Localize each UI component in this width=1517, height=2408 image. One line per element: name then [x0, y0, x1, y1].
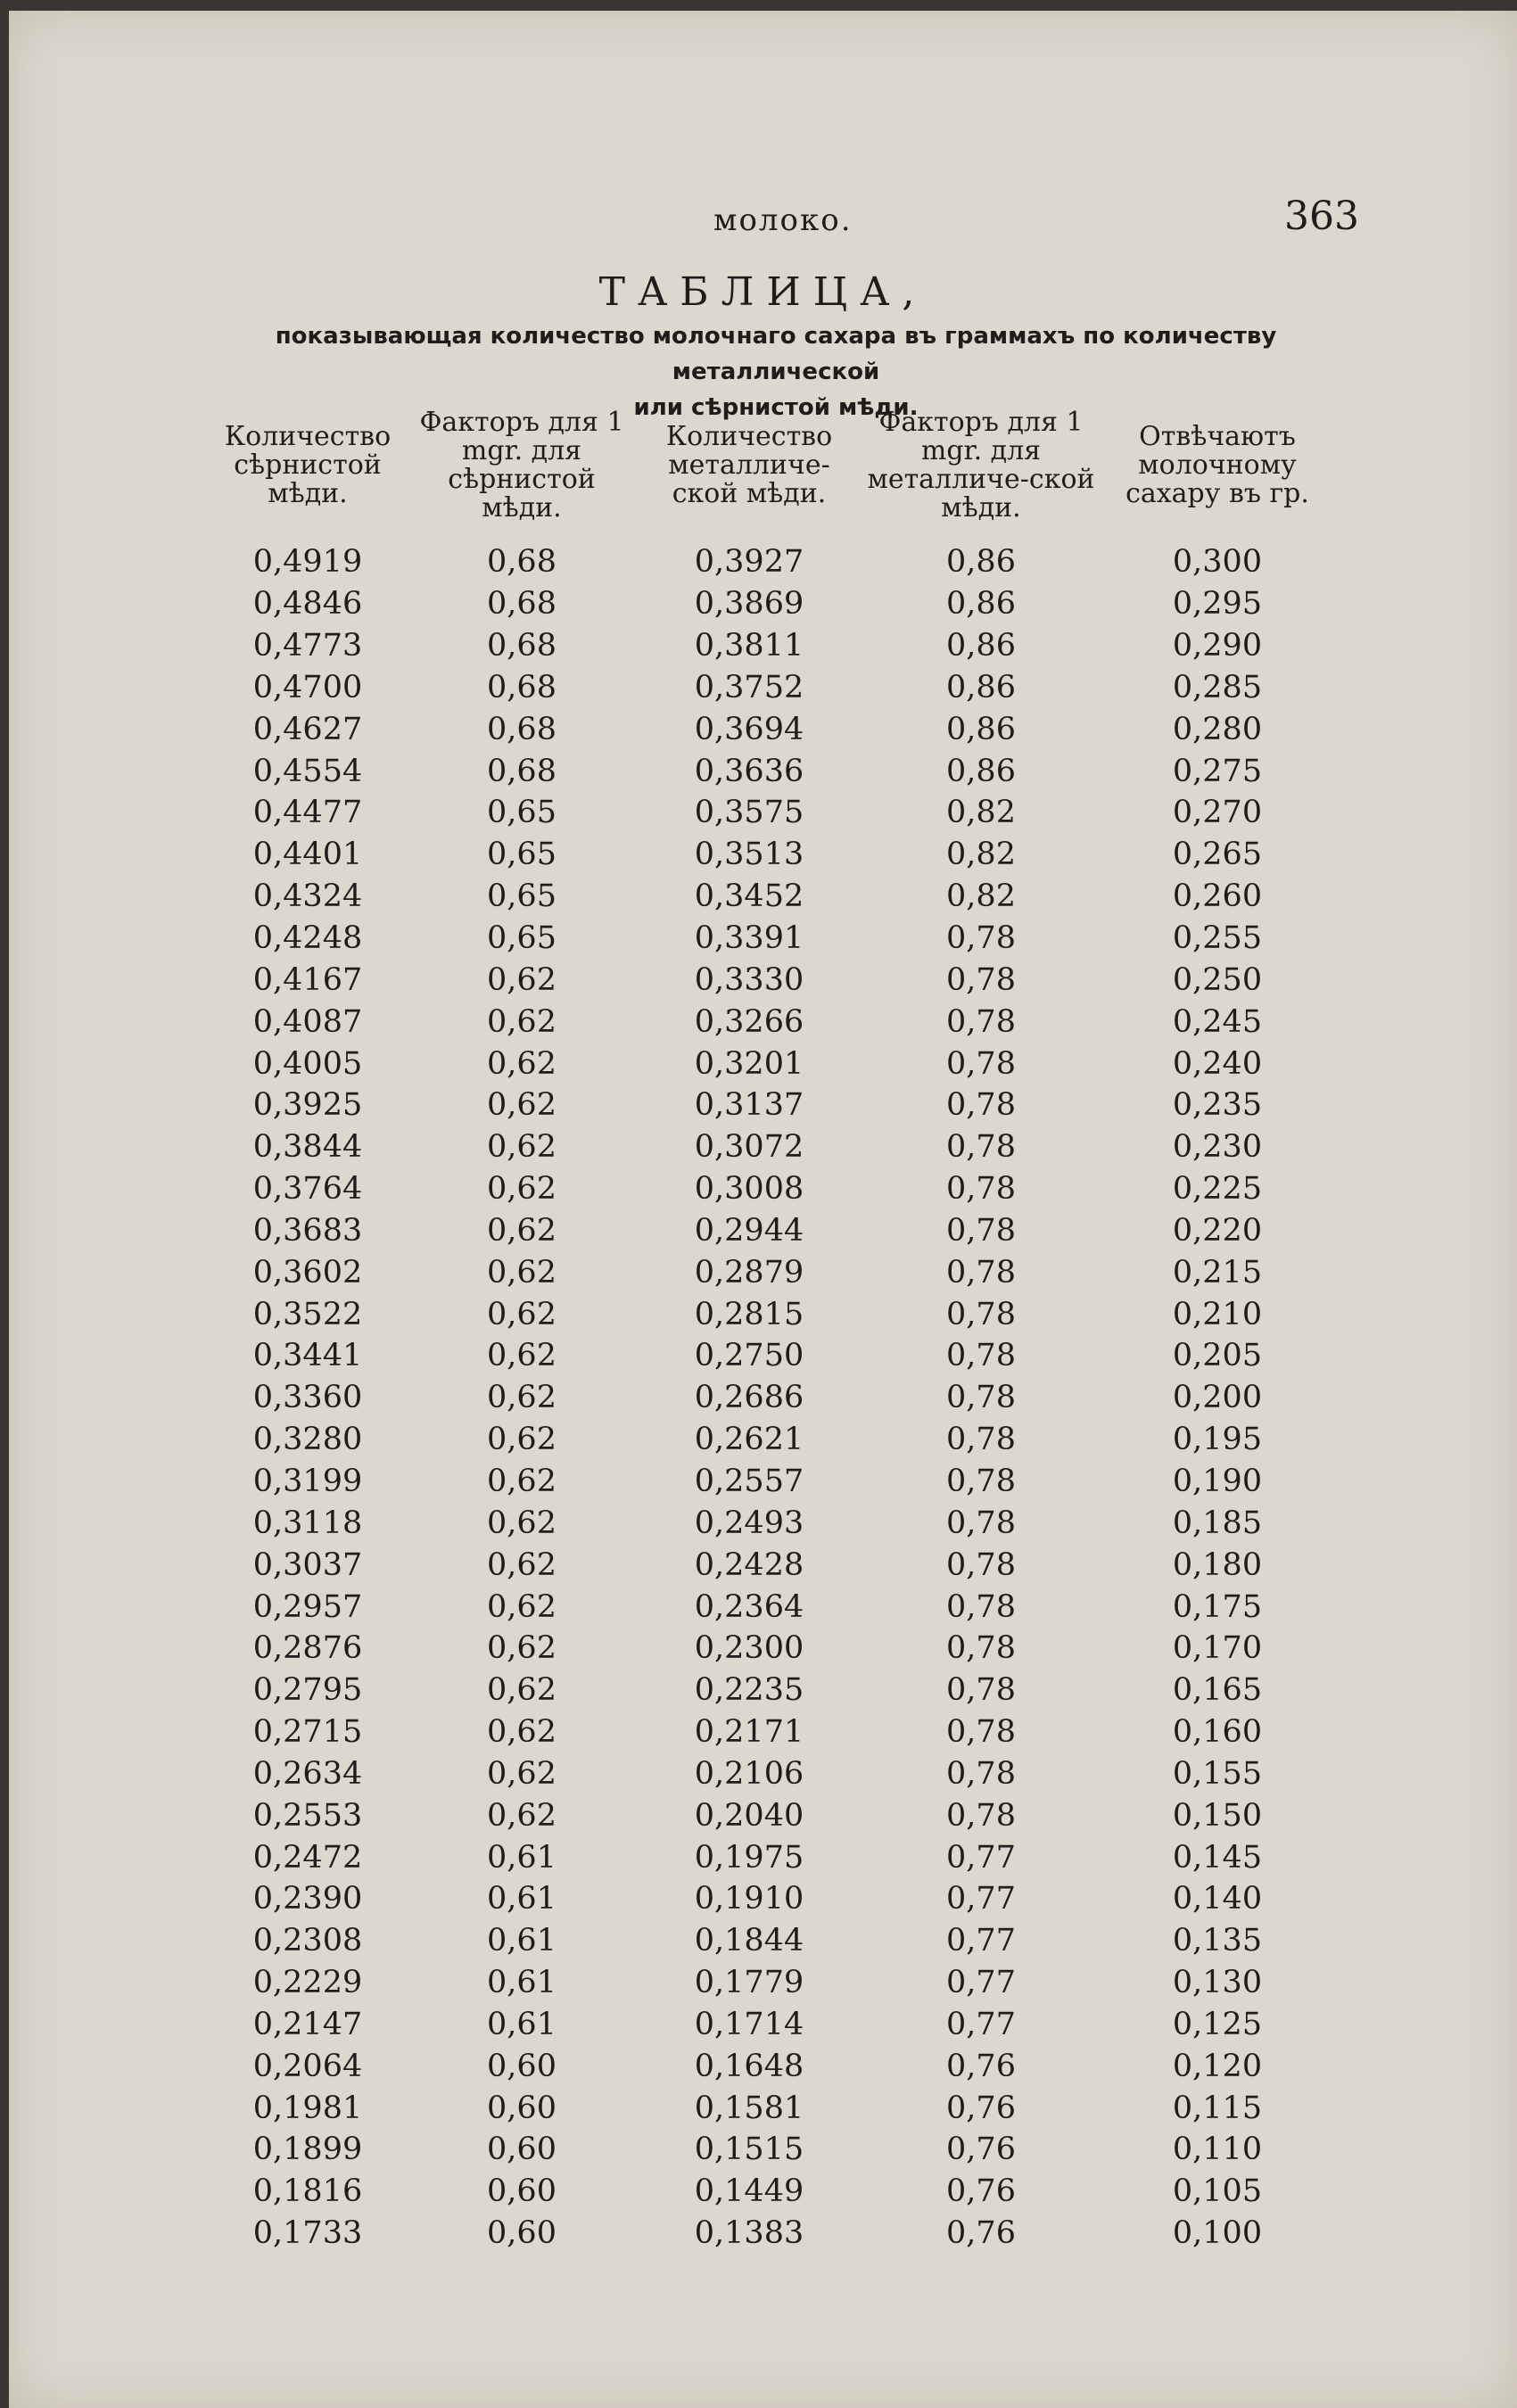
table-row: [210, 2129, 1333, 2171]
cell-sulfide-factor: 0,68: [487, 544, 557, 581]
cell-sulfide-factor: 0,62: [487, 1505, 557, 1541]
cell-sulfide-factor: 0,61: [487, 1965, 557, 2001]
cell-metallic-factor: 0,82: [946, 837, 1016, 873]
cell-metallic-copper: 0,2428: [694, 1546, 804, 1583]
table-row: [210, 1293, 1333, 1335]
cell-sulfide-copper: 0,1981: [252, 2090, 363, 2126]
cell-sulfide-copper: 0,3199: [252, 1463, 363, 1499]
table-row: [210, 1794, 1333, 1836]
cell-metallic-copper: 0,3330: [694, 961, 804, 998]
cell-milk-sugar: 0,115: [1172, 2090, 1263, 2126]
cell-sulfide-factor: 0,61: [487, 2006, 557, 2042]
cell-sulfide-factor: 0,65: [487, 795, 557, 831]
cell-sulfide-factor: 0,60: [487, 2173, 557, 2210]
cell-milk-sugar: 0,250: [1172, 961, 1263, 998]
cell-metallic-factor: 0,78: [946, 1630, 1016, 1667]
cell-milk-sugar: 0,100: [1172, 2215, 1263, 2252]
cell-sulfide-factor: 0,62: [487, 1045, 557, 1082]
cell-sulfide-factor: 0,62: [487, 1338, 557, 1374]
column-header-metallic-copper: Количество металличе-ской мѣди.: [665, 421, 833, 509]
cell-sulfide-copper: 0,4005: [252, 1045, 363, 1082]
cell-metallic-copper: 0,1714: [694, 2006, 804, 2042]
cell-metallic-factor: 0,82: [946, 795, 1016, 831]
cell-metallic-factor: 0,77: [946, 1923, 1016, 1959]
table-row: [210, 1544, 1333, 1586]
cell-sulfide-factor: 0,62: [487, 1588, 557, 1625]
book-page: [9, 11, 1517, 2408]
cell-sulfide-copper: 0,2876: [252, 1630, 363, 1667]
cell-sulfide-copper: 0,4248: [252, 920, 363, 957]
cell-milk-sugar: 0,270: [1172, 795, 1263, 831]
cell-metallic-factor: 0,78: [946, 1755, 1016, 1792]
cell-metallic-factor: 0,86: [946, 544, 1016, 581]
cell-metallic-factor: 0,86: [946, 669, 1016, 705]
cell-metallic-factor: 0,78: [946, 1463, 1016, 1499]
cell-metallic-copper: 0,3636: [694, 753, 804, 789]
cell-sulfide-copper: 0,3360: [252, 1380, 363, 1416]
table-row: [210, 1419, 1333, 1461]
cell-sulfide-factor: 0,62: [487, 1714, 557, 1751]
cell-metallic-factor: 0,78: [946, 1296, 1016, 1332]
column-header-metallic-factor: Факторъ для 1 mgr. для металличе-ской мѣди.: [867, 407, 1095, 524]
cell-milk-sugar: 0,190: [1172, 1463, 1263, 1499]
cell-sulfide-copper: 0,4087: [252, 1003, 363, 1040]
cell-metallic-copper: 0,2364: [694, 1588, 804, 1625]
cell-sulfide-copper: 0,2472: [252, 1839, 363, 1876]
table-row: [210, 1711, 1333, 1753]
table-header-row: [210, 390, 1333, 541]
cell-metallic-copper: 0,2879: [694, 1254, 804, 1291]
table-row: [210, 1502, 1333, 1544]
cell-metallic-copper: 0,3752: [694, 669, 804, 705]
cell-metallic-factor: 0,78: [946, 1505, 1016, 1541]
table-row: [210, 1126, 1333, 1168]
cell-sulfide-copper: 0,2390: [252, 1881, 363, 1917]
cell-sulfide-copper: 0,3280: [252, 1422, 363, 1458]
cell-milk-sugar: 0,300: [1172, 544, 1263, 581]
cell-metallic-factor: 0,86: [946, 753, 1016, 789]
cell-sulfide-factor: 0,62: [487, 1546, 557, 1583]
cell-sulfide-copper: 0,3925: [252, 1087, 363, 1124]
cell-sulfide-copper: 0,4627: [252, 711, 363, 747]
cell-metallic-copper: 0,1515: [694, 2132, 804, 2168]
cell-metallic-copper: 0,3575: [694, 795, 804, 831]
cell-metallic-factor: 0,78: [946, 1087, 1016, 1124]
table-row: [210, 541, 1333, 583]
table-row: [210, 2213, 1333, 2255]
cell-sulfide-factor: 0,62: [487, 1797, 557, 1834]
cell-metallic-factor: 0,78: [946, 1422, 1016, 1458]
cell-sulfide-factor: 0,68: [487, 711, 557, 747]
table-row: [210, 2004, 1333, 2046]
column-header-milk-sugar: Отвѣчаютъ молочному сахару въ гр.: [1125, 421, 1309, 509]
table-row: [210, 2171, 1333, 2213]
subtitle-line-1: показывающая количество молочнаго сахара въ граммахъ по количеству металлической: [275, 323, 1277, 385]
cell-sulfide-copper: 0,2634: [252, 1755, 363, 1792]
column-header-sulfide-copper: Количество сѣрнистой мѣди.: [224, 421, 392, 509]
table-row: [210, 1001, 1333, 1043]
cell-milk-sugar: 0,105: [1172, 2173, 1263, 2210]
cell-metallic-copper: 0,2750: [694, 1338, 804, 1374]
cell-metallic-copper: 0,1779: [694, 1965, 804, 2001]
cell-sulfide-copper: 0,2957: [252, 1588, 363, 1625]
cell-metallic-factor: 0,86: [946, 586, 1016, 623]
table-row: [210, 834, 1333, 876]
table-row: [210, 1084, 1333, 1126]
cell-sulfide-factor: 0,68: [487, 669, 557, 705]
cell-sulfide-copper: 0,1899: [252, 2132, 363, 2168]
cell-metallic-factor: 0,76: [946, 2048, 1016, 2084]
cell-milk-sugar: 0,120: [1172, 2048, 1263, 2084]
cell-milk-sugar: 0,110: [1172, 2132, 1263, 2168]
cell-metallic-copper: 0,1844: [694, 1923, 804, 1959]
cell-metallic-copper: 0,1910: [694, 1881, 804, 1917]
cell-sulfide-copper: 0,4324: [252, 878, 363, 915]
cell-sulfide-copper: 0,3602: [252, 1254, 363, 1291]
table-row: [210, 1628, 1333, 1670]
cell-sulfide-factor: 0,68: [487, 753, 557, 789]
cell-metallic-copper: 0,2235: [694, 1672, 804, 1709]
cell-sulfide-copper: 0,1733: [252, 2215, 363, 2252]
cell-metallic-copper: 0,3513: [694, 837, 804, 873]
table-row: [210, 1920, 1333, 1962]
cell-metallic-copper: 0,3201: [694, 1045, 804, 1082]
cell-milk-sugar: 0,255: [1172, 920, 1263, 957]
cell-sulfide-copper: 0,4477: [252, 795, 363, 831]
cell-metallic-factor: 0,78: [946, 1714, 1016, 1751]
table-row: [210, 1670, 1333, 1711]
cell-metallic-copper: 0,1648: [694, 2048, 804, 2084]
cell-milk-sugar: 0,135: [1172, 1923, 1263, 1959]
table-row: [210, 667, 1333, 709]
cell-metallic-factor: 0,78: [946, 1546, 1016, 1583]
cell-sulfide-factor: 0,68: [487, 628, 557, 664]
cell-sulfide-factor: 0,62: [487, 1171, 557, 1208]
table-row: [210, 708, 1333, 750]
cell-sulfide-factor: 0,62: [487, 1672, 557, 1709]
cell-metallic-factor: 0,77: [946, 1881, 1016, 1917]
table-row: [210, 1752, 1333, 1794]
cell-milk-sugar: 0,220: [1172, 1212, 1263, 1249]
cell-milk-sugar: 0,145: [1172, 1839, 1263, 1876]
cell-metallic-factor: 0,78: [946, 1797, 1016, 1834]
cell-sulfide-copper: 0,3522: [252, 1296, 363, 1332]
cell-metallic-copper: 0,3811: [694, 628, 804, 664]
cell-milk-sugar: 0,265: [1172, 837, 1263, 873]
cell-metallic-copper: 0,1449: [694, 2173, 804, 2210]
cell-milk-sugar: 0,210: [1172, 1296, 1263, 1332]
cell-metallic-copper: 0,2040: [694, 1797, 804, 1834]
running-head: молоко.: [713, 202, 853, 238]
cell-sulfide-factor: 0,60: [487, 2215, 557, 2252]
cell-milk-sugar: 0,150: [1172, 1797, 1263, 1834]
cell-sulfide-factor: 0,62: [487, 1212, 557, 1249]
cell-sulfide-factor: 0,62: [487, 961, 557, 998]
cell-milk-sugar: 0,170: [1172, 1630, 1263, 1667]
cell-metallic-copper: 0,2171: [694, 1714, 804, 1751]
cell-sulfide-copper: 0,4846: [252, 586, 363, 623]
cell-sulfide-factor: 0,65: [487, 837, 557, 873]
cell-milk-sugar: 0,175: [1172, 1588, 1263, 1625]
cell-sulfide-factor: 0,61: [487, 1839, 557, 1876]
cell-milk-sugar: 0,140: [1172, 1881, 1263, 1917]
cell-metallic-factor: 0,86: [946, 711, 1016, 747]
cell-milk-sugar: 0,275: [1172, 753, 1263, 789]
sugar-table: [210, 390, 1333, 2255]
page-number: 363: [1284, 194, 1359, 239]
cell-metallic-factor: 0,82: [946, 878, 1016, 915]
subtitle-line-2: или сѣрнистой мѣди.: [633, 394, 919, 421]
cell-milk-sugar: 0,225: [1172, 1171, 1263, 1208]
cell-metallic-copper: 0,2106: [694, 1755, 804, 1792]
cell-sulfide-copper: 0,2308: [252, 1923, 363, 1959]
cell-metallic-factor: 0,78: [946, 1254, 1016, 1291]
cell-metallic-factor: 0,78: [946, 1171, 1016, 1208]
cell-sulfide-copper: 0,4773: [252, 628, 363, 664]
cell-milk-sugar: 0,260: [1172, 878, 1263, 915]
cell-milk-sugar: 0,180: [1172, 1546, 1263, 1583]
cell-sulfide-copper: 0,3037: [252, 1546, 363, 1583]
cell-metallic-copper: 0,3694: [694, 711, 804, 747]
cell-metallic-copper: 0,2686: [694, 1380, 804, 1416]
table-row: [210, 625, 1333, 667]
page-header: [9, 194, 1517, 247]
cell-milk-sugar: 0,240: [1172, 1045, 1263, 1082]
table-row: [210, 792, 1333, 834]
cell-metallic-copper: 0,2300: [694, 1630, 804, 1667]
cell-sulfide-factor: 0,62: [487, 1254, 557, 1291]
cell-sulfide-copper: 0,3764: [252, 1171, 363, 1208]
cell-milk-sugar: 0,200: [1172, 1380, 1263, 1416]
cell-metallic-copper: 0,3391: [694, 920, 804, 957]
cell-metallic-copper: 0,1975: [694, 1839, 804, 1876]
cell-metallic-copper: 0,3927: [694, 544, 804, 581]
cell-sulfide-copper: 0,2229: [252, 1965, 363, 2001]
cell-sulfide-factor: 0,60: [487, 2090, 557, 2126]
cell-sulfide-copper: 0,3844: [252, 1129, 363, 1166]
cell-metallic-copper: 0,3452: [694, 878, 804, 915]
cell-sulfide-factor: 0,62: [487, 1129, 557, 1166]
cell-milk-sugar: 0,195: [1172, 1422, 1263, 1458]
table-row: [210, 750, 1333, 792]
table-row: [210, 2087, 1333, 2129]
table-body: [210, 541, 1333, 2255]
cell-sulfide-factor: 0,65: [487, 878, 557, 915]
table-row: [210, 1377, 1333, 1419]
cell-sulfide-copper: 0,3441: [252, 1338, 363, 1374]
cell-metallic-factor: 0,78: [946, 1045, 1016, 1082]
cell-sulfide-copper: 0,2147: [252, 2006, 363, 2042]
cell-metallic-factor: 0,76: [946, 2173, 1016, 2210]
cell-sulfide-copper: 0,4919: [252, 544, 363, 581]
cell-milk-sugar: 0,130: [1172, 1965, 1263, 2001]
cell-sulfide-factor: 0,62: [487, 1087, 557, 1124]
cell-milk-sugar: 0,160: [1172, 1714, 1263, 1751]
cell-milk-sugar: 0,215: [1172, 1254, 1263, 1291]
cell-sulfide-copper: 0,3118: [252, 1505, 363, 1541]
cell-metallic-factor: 0,78: [946, 1672, 1016, 1709]
cell-metallic-copper: 0,3137: [694, 1087, 804, 1124]
table-row: [210, 1043, 1333, 1084]
cell-milk-sugar: 0,185: [1172, 1505, 1263, 1541]
cell-metallic-copper: 0,2944: [694, 1212, 804, 1249]
cell-metallic-factor: 0,78: [946, 920, 1016, 957]
cell-sulfide-factor: 0,62: [487, 1463, 557, 1499]
cell-sulfide-copper: 0,3683: [252, 1212, 363, 1249]
cell-sulfide-copper: 0,2064: [252, 2048, 363, 2084]
table-row: [210, 583, 1333, 625]
cell-metallic-factor: 0,77: [946, 1965, 1016, 2001]
table-row: [210, 1210, 1333, 1252]
cell-metallic-copper: 0,1581: [694, 2090, 804, 2126]
cell-sulfide-factor: 0,62: [487, 1003, 557, 1040]
cell-metallic-factor: 0,78: [946, 1338, 1016, 1374]
cell-sulfide-copper: 0,4167: [252, 961, 363, 998]
cell-sulfide-copper: 0,2553: [252, 1797, 363, 1834]
cell-metallic-copper: 0,3008: [694, 1171, 804, 1208]
cell-sulfide-factor: 0,61: [487, 1881, 557, 1917]
table-row: [210, 876, 1333, 918]
cell-milk-sugar: 0,290: [1172, 628, 1263, 664]
cell-milk-sugar: 0,125: [1172, 2006, 1263, 2042]
cell-metallic-copper: 0,3072: [694, 1129, 804, 1166]
cell-sulfide-copper: 0,2795: [252, 1672, 363, 1709]
cell-milk-sugar: 0,285: [1172, 669, 1263, 705]
cell-metallic-factor: 0,76: [946, 2090, 1016, 2126]
cell-sulfide-copper: 0,2715: [252, 1714, 363, 1751]
cell-sulfide-copper: 0,4700: [252, 669, 363, 705]
cell-metallic-copper: 0,3266: [694, 1003, 804, 1040]
cell-metallic-factor: 0,76: [946, 2132, 1016, 2168]
cell-milk-sugar: 0,230: [1172, 1129, 1263, 1166]
cell-sulfide-factor: 0,62: [487, 1296, 557, 1332]
table-row: [210, 918, 1333, 960]
table-row: [210, 1836, 1333, 1878]
cell-metallic-factor: 0,78: [946, 961, 1016, 998]
cell-metallic-copper: 0,2557: [694, 1463, 804, 1499]
table-row: [210, 1335, 1333, 1377]
cell-sulfide-copper: 0,1816: [252, 2173, 363, 2210]
cell-metallic-factor: 0,78: [946, 1588, 1016, 1625]
cell-metallic-copper: 0,1383: [694, 2215, 804, 2252]
cell-milk-sugar: 0,280: [1172, 711, 1263, 747]
cell-metallic-factor: 0,77: [946, 2006, 1016, 2042]
cell-sulfide-copper: 0,4554: [252, 753, 363, 789]
cell-sulfide-factor: 0,62: [487, 1755, 557, 1792]
table-row: [210, 1586, 1333, 1628]
cell-milk-sugar: 0,205: [1172, 1338, 1263, 1374]
cell-sulfide-copper: 0,4401: [252, 837, 363, 873]
table-row: [210, 1878, 1333, 1920]
cell-sulfide-factor: 0,68: [487, 586, 557, 623]
cell-milk-sugar: 0,235: [1172, 1087, 1263, 1124]
table-row: [210, 1962, 1333, 2004]
cell-metallic-factor: 0,78: [946, 1129, 1016, 1166]
cell-metallic-factor: 0,78: [946, 1003, 1016, 1040]
cell-sulfide-factor: 0,62: [487, 1422, 557, 1458]
cell-metallic-factor: 0,86: [946, 628, 1016, 664]
cell-metallic-copper: 0,2493: [694, 1505, 804, 1541]
table-row: [210, 959, 1333, 1001]
column-header-sulfide-factor: Факторъ для 1 mgr. для сѣрнистой мѣди.: [419, 407, 624, 524]
cell-sulfide-factor: 0,60: [487, 2132, 557, 2168]
cell-metallic-factor: 0,78: [946, 1380, 1016, 1416]
cell-metallic-factor: 0,76: [946, 2215, 1016, 2252]
cell-metallic-factor: 0,78: [946, 1212, 1016, 1249]
table-row: [210, 2045, 1333, 2087]
table-row: [210, 1168, 1333, 1210]
cell-milk-sugar: 0,155: [1172, 1755, 1263, 1792]
table-title: ТАБЛИЦА,: [598, 269, 928, 315]
cell-metallic-copper: 0,2621: [694, 1422, 804, 1458]
table-row: [210, 1251, 1333, 1293]
cell-sulfide-factor: 0,62: [487, 1380, 557, 1416]
cell-metallic-copper: 0,2815: [694, 1296, 804, 1332]
cell-sulfide-factor: 0,60: [487, 2048, 557, 2084]
cell-sulfide-factor: 0,65: [487, 920, 557, 957]
cell-metallic-factor: 0,77: [946, 1839, 1016, 1876]
table-row: [210, 1461, 1333, 1503]
cell-metallic-copper: 0,3869: [694, 586, 804, 623]
cell-milk-sugar: 0,165: [1172, 1672, 1263, 1709]
cell-sulfide-factor: 0,62: [487, 1630, 557, 1667]
cell-milk-sugar: 0,295: [1172, 586, 1263, 623]
cell-sulfide-factor: 0,61: [487, 1923, 557, 1959]
cell-milk-sugar: 0,245: [1172, 1003, 1263, 1040]
